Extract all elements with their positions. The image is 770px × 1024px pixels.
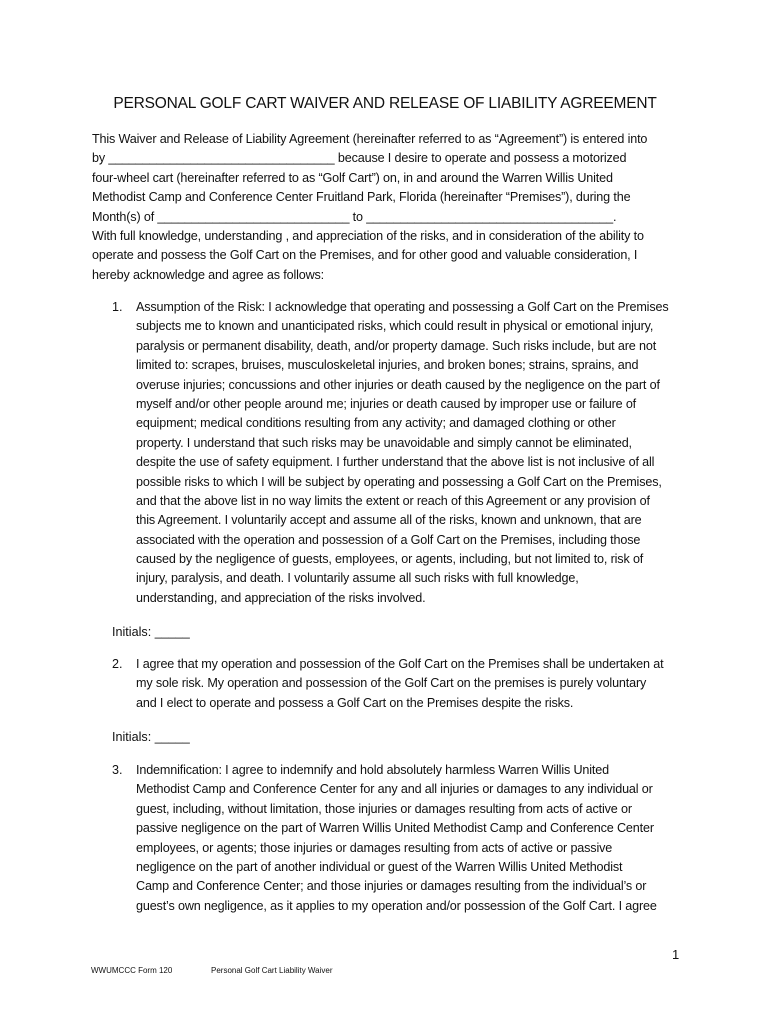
intro-line: With full knowledge, understanding , and appreciation of the risks, and in consideration of the ability to [92, 228, 644, 243]
intro-line: four-wheel cart (hereinafter referred to as “Golf Cart”) on, in and around the Warren Willis United [92, 170, 613, 185]
page-number: 1 [672, 947, 680, 962]
clause-body [136, 761, 657, 916]
clause-line: guest, including, without limitation, those injuries or damages resulting from acts of active or [136, 801, 632, 816]
clause-line: property. I understand that such risks may be unavoidable and simply cannot be eliminated, [136, 435, 632, 450]
clause-line: possible risks to which I will be subject by operating and possessing a Golf Cart on the Premises, [136, 474, 662, 489]
clause-line: guest’s own negligence, as it applies to my operation and/or possession of the Golf Cart. I agree [136, 898, 657, 913]
clause-line: paralysis or permanent disability, death, and/or property damage. Such risks include, but are not [136, 338, 657, 353]
intro-line: by _________________________________ because I desire to operate and possess a motorized [92, 151, 627, 166]
clause-line: caused by the negligence of guests, employees, or agents, including, but not limited to, risk of [136, 552, 644, 567]
clause-line: subjects me to known and unanticipated risks, which could result in physical or emotional injury, [136, 319, 654, 334]
intro-line: hereby acknowledge and agree as follows: [92, 267, 325, 282]
clause-line: I agree that my operation and possession of the Golf Cart on the Premises shall be undertaken at [136, 657, 664, 671]
intro-paragraph [92, 130, 692, 285]
clause-number: 3. [112, 763, 123, 777]
clause-line: Assumption of the Risk: I acknowledge that operating and possessing a Golf Cart on the Premises [136, 300, 669, 314]
intro-line: operate and possess the Golf Cart on the Premises, and for other good and valuable consideration, I [92, 248, 638, 263]
clause-line: associated with the operation and possession of a Golf Cart on the Premises, including those [136, 532, 641, 547]
footer-doc-name: Personal Golf Cart Liability Waiver [211, 966, 333, 975]
clause-body [136, 655, 663, 713]
clause-line: equipment; medical conditions resulting from any activity; and damaged clothing or other [136, 416, 616, 431]
clause-line: Indemnification: I agree to indemnify and hold absolutely harmless Warren Willis United [136, 763, 609, 777]
initials-field: Initials: _____ [112, 730, 190, 744]
document-title: PERSONAL GOLF CART WAIVER AND RELEASE OF LIABILITY AGREEMENT [113, 95, 657, 112]
clause-line: employees, or agents; those injuries or damages resulting from acts of active or passive [136, 840, 613, 855]
clause-line: injury, paralysis, and death. I voluntarily assume all such risks with full knowledge, [136, 571, 579, 586]
clause-line: overuse injuries; concussions and other injuries or death caused by the negligence on the part of [136, 377, 660, 392]
clause-line: despite the use of safety equipment. I further understand that the above list is not inclusive of all [136, 455, 655, 470]
clause-line: and that the above list in no way limits the extent or reach of this Agreement or any provision of [136, 493, 650, 508]
clause-line: negligence on the part of another individual or guest of the Warren Willis United Methodist [136, 859, 623, 874]
clause-line: myself and/or other people around me; injuries or death caused by improper use or failure of [136, 396, 637, 411]
clause-number: 2. [112, 657, 123, 671]
clause-line: limited to: scrapes, bruises, musculoskeletal injuries, and broken bones; strains, sprains, and [136, 358, 639, 373]
clause-line: passive negligence on the part of Warren Willis United Methodist Camp and Conference Center [136, 821, 654, 836]
clause-body [136, 298, 668, 608]
intro-line: This Waiver and Release of Liability Agreement (hereinafter referred to as “Agreement”) is entered into [92, 132, 648, 146]
footer-form-id: WWUMCCC Form 120 [91, 966, 173, 975]
intro-line: Month(s) of ____________________________ to ____________________________________. [92, 209, 617, 224]
intro-line: Methodist Camp and Conference Center Fruitland Park, Florida (hereinafter “Premises”), during the [92, 190, 631, 205]
clause-line: Methodist Camp and Conference Center for any and all injuries or damages to any individual or [136, 782, 653, 797]
clause-line: my sole risk. My operation and possession of the Golf Cart on the premises is purely voluntary [136, 676, 647, 691]
clause-line: and I elect to operate and possess a Golf Cart on the Premises despite the risks. [136, 695, 574, 710]
clause-number: 1. [112, 300, 123, 314]
initials-field: Initials: _____ [112, 625, 190, 639]
clause-line: understanding, and appreciation of the risks involved. [136, 590, 426, 605]
clause-line: this Agreement. I voluntarily accept and assume all of the risks, known and unknown, that are [136, 513, 642, 528]
clause-line: Camp and Conference Center; and those injuries or damages resulting from the individual’s or [136, 879, 647, 894]
